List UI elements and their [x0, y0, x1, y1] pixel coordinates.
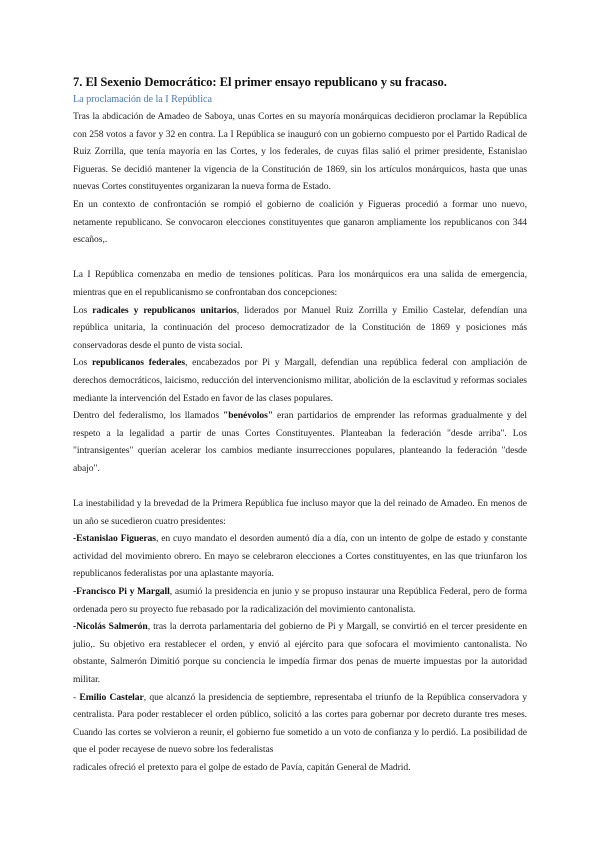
text-run: , en cuyo mandato el desorden aumentó día a día, con un intento de golpe de estado y constante actividad del movimiento obrero. En mayo se celebraron elecciones a Cortes constituyentes, en las que triunfaron los republicanos federalistas por una aplastante mayoría.: [73, 533, 527, 580]
text-run: Los: [73, 357, 92, 369]
paragraph: [73, 302, 527, 355]
text-run: eran partidarios de emprender las reformas gradualmente y del respeto a la legalidad a partir de unas Cortes Constituyentes. Planteaban la federación "desde arriba". Los "intransigentes" querían acelerar los cambios mediante insurrecciones populares, planteando la federación "desde abajo".: [73, 410, 527, 474]
paragraph: [73, 530, 527, 583]
paragraph: La inestabilidad y la brevedad de la Primera República fue incluso mayor que la del reinado de Amadeo. En menos de un año se sucedieron cuatro presidentes:: [73, 498, 527, 527]
text-run: , tras la derrota parlamentaria del gobierno de Pi y Margall, se convirtió en el tercer presidente en julio,. Su objetivo era restablecer el orden, y envió al ejército para que sofocara el movimiento cantonalista. No obstante, Salmerón Dimitió porque su conciencia le impedía firmar dos penas de muerte impuestas por la autoridad militar.: [73, 621, 528, 685]
page-title: 7. El Sexenio Democrático: El primer ensayo republicano y su fracaso.: [73, 75, 447, 89]
text-run: , encabezados por Pi y Margall, defendían una república federal con ampliación de derechos democráticos, laicismo, reducción del intervencionismo militar, abolición de la esclavitud y reformas sociales mediante la intervención del Estado en favor de las clases populares.: [73, 357, 527, 404]
bold-term: Emilio Castelar: [79, 691, 144, 703]
bold-term: "benévolos": [222, 410, 274, 422]
bold-term: -Estanislao Figueras: [73, 533, 156, 545]
bold-term: radicales y republicanos unitarios: [92, 304, 237, 316]
paragraph: La I República comenzaba en medio de tensiones políticas. Para los monárquicos era una salida de emergencia, mientras que en el republicanismo se confrontaban dos concepciones:: [73, 269, 527, 298]
paragraph: En un contexto de confrontación se rompió el gobierno de coalición y Figueras procedió a formar uno nuevo, netamente republicano. Se convocaron elecciones constituyentes que ganaron ampliamente los republicanos con 344 escaños,.: [73, 198, 527, 246]
paragraph: [73, 583, 527, 618]
bold-term: -Nicolás Salmerón: [73, 621, 148, 633]
section-heading: La proclamación de la I República: [73, 94, 212, 105]
bold-term: republicanos federales: [91, 357, 186, 369]
text-run: , asumió la presidencia en junio y se propuso instaurar una República Federal, pero de forma ordenada pero su proyecto fue rebasado por la radicalización del movimiento cantonalista.: [73, 586, 528, 615]
text-run: , que alcanzó la presidencia de septiembre, representaba el triunfo de la República conservadora y centralista. Para poder restablecer el orden público, solicitó a las cortes para gobernar por decreto durante tres meses. Cuando las cortes se volvieron a reunir, el gobierno fue sometido a un voto de confianza y lo perdió. La posibilidad de que el poder recayese de nuevo sobre los federalistas: [73, 691, 528, 756]
paragraph-spacer: [73, 477, 527, 495]
paragraph: [73, 407, 527, 477]
paragraph: radicales ofreció el pretexto para el golpe de estado de Pavía, capitán General de Madrid.: [73, 761, 411, 773]
text-run: Los: [73, 304, 93, 316]
paragraph: [73, 618, 527, 688]
text-run: Dentro del federalismo, los llamados: [73, 410, 223, 422]
paragraph: [73, 689, 527, 759]
document-body: [73, 74, 527, 777]
paragraph: Tras la abdicación de Amadeo de Saboya, unas Cortes en su mayoría monárquicas decidieron proclamar la República con 258 votos a favor y 32 en contra. La I República se inauguró con un gobierno compuesto por el Partido Radical de Ruiz Zorrilla, que tenía mayoría en las Cortes, y los federales, de cuyas filas salió el primer presidente, Estanislao Figueras. Se decidió mantener la vigencia de la Constitución de 1869, sin los artículos monárquicos, hasta que unas nuevas Cortes constituyentes organizaran la nueva forma de Estado.: [73, 111, 527, 193]
text-run: , liderados por Manuel Ruiz Zorrilla y Emilio Castelar, defendían una república unitaria, la continuación del proceso democratizador de la Constitución de 1869 y posiciones más conservadoras desde el punto de vista social.: [73, 304, 527, 351]
bold-term: -Francisco Pi y Margall: [73, 586, 170, 598]
text-run: -: [73, 691, 80, 703]
paragraph: [73, 354, 527, 407]
paragraph-spacer: [73, 249, 527, 267]
